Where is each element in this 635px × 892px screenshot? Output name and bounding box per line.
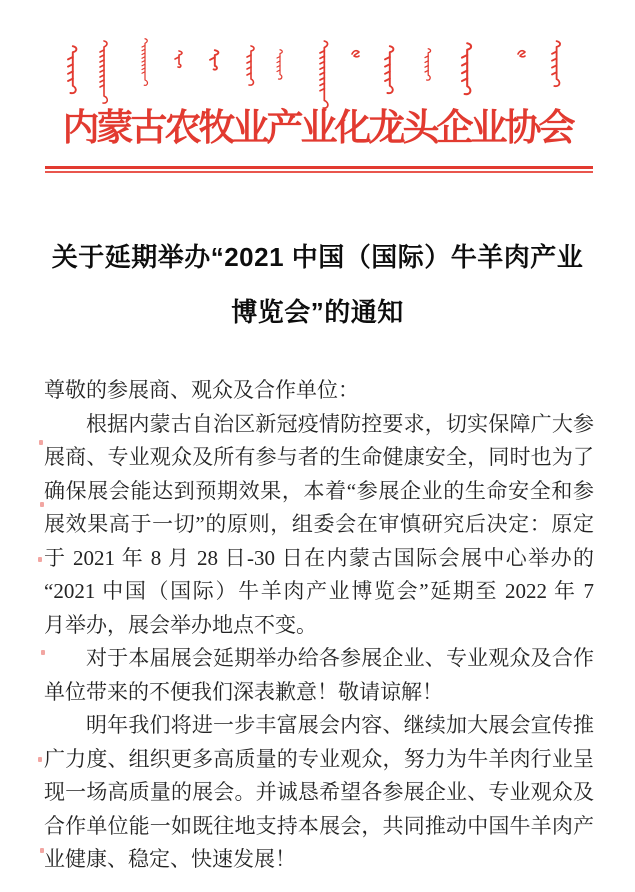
scan-artifact — [41, 650, 45, 655]
scan-artifact — [38, 557, 42, 562]
body-line: 现一场高质量的展会。并诚恳希望各参展企业、专业观众及 — [44, 780, 594, 804]
body-line: 展商、专业观众及所有参与者的生命健康安全，同时也为了 — [44, 445, 594, 469]
scan-artifact — [40, 502, 44, 507]
body-line: 广力度、组织更多高质量的专业观众，努力为牛羊肉行业呈 — [44, 746, 594, 771]
organization-name: 内蒙古农牧业产业化龙头企业协会 — [62, 105, 573, 149]
scan-artifact — [40, 848, 44, 853]
body-line: 于 2021 年 8 月 28 日-30 日在内蒙古国际会展中心举办的 — [44, 545, 594, 570]
body-line: 单位带来的不便我们深表歉意！敬请谅解！ — [44, 679, 443, 704]
title-line-2: 博览会”的通知 — [231, 297, 404, 327]
body-line: 明年我们将进一步丰富展会内容、继续加大展会宣传推 — [86, 713, 594, 737]
salutation-line: 尊敬的参展商、观众及合作单位： — [44, 378, 359, 402]
letterhead-divider — [45, 166, 593, 173]
scan-artifact — [38, 757, 42, 762]
document-body — [44, 374, 594, 877]
body-line: 展效果高于一切”的原则，组委会在审慎研究后决定：原定 — [44, 512, 594, 536]
body-line: 业健康、稳定、快速发展！ — [44, 847, 296, 871]
scan-artifact — [39, 440, 43, 445]
body-line: “2021 中国（国际）牛羊肉产业博览会”延期至 2022 年 7 — [44, 579, 594, 603]
body-line: 确保展会能达到预期效果，本着“参展企业的生命安全和参 — [44, 478, 594, 503]
body-line: 对于本届展会延期举办给各参展企业、专业观众及合作 — [86, 646, 594, 670]
body-line: 合作单位能一如既往地支持本展会，共同推动中国牛羊肉产 — [44, 813, 594, 838]
body-line: 根据内蒙古自治区新冠疫情防控要求，切实保障广大参 — [86, 411, 594, 436]
document-title — [0, 230, 635, 340]
title-line-1: 关于延期举办“2021 中国（国际）牛羊肉产业 — [51, 242, 584, 272]
body-line: 月举办，展会举办地点不变。 — [44, 612, 317, 637]
